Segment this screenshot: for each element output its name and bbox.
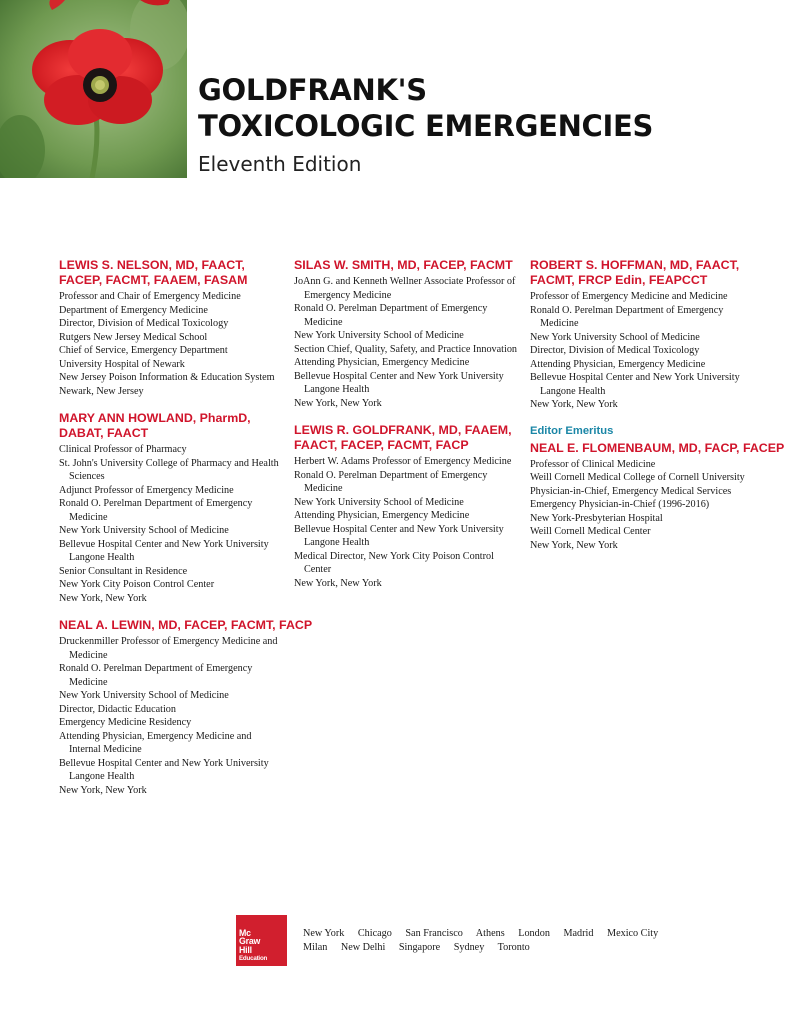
editor-role: Ronald O. Perelman Department of Emergency Medicine (59, 663, 253, 688)
editor-role: New York University School of Medicine (59, 690, 229, 701)
book-title-line-2: TOXICOLOGIC EMERGENCIES (198, 109, 654, 143)
editor-role: Herbert W. Adams Professor of Emergency Medicine (294, 456, 512, 467)
editor-hoffman (530, 258, 755, 412)
editor-name-line: NEAL E. FLOMENBAUM, MD, FACP, FACEP (530, 440, 785, 455)
editor-role: Senior Consultant in Residence (59, 565, 188, 577)
editor-role: New York-Presbyterian Hospital (530, 512, 663, 524)
editor-role: Bellevue Hospital Center and New York University Langone Health (294, 523, 504, 548)
editor-role: Ronald O. Perelman Department of Emergency Medicine (530, 304, 724, 329)
editor-role: Ronald O. Perelman Department of Emergency Medicine (294, 469, 488, 494)
editor-role: Professor and Chair of Emergency Medicine (59, 291, 241, 302)
city: Sydney (453, 942, 485, 953)
city: London (518, 928, 550, 939)
mcgraw-hill-logo (236, 915, 287, 966)
editor-role: Attending Physician, Emergency Medicine (294, 357, 470, 368)
city: Madrid (563, 928, 594, 939)
editor-role: Attending Physician, Emergency Medicine and Internal Medicine (59, 730, 252, 755)
city: San Francisco (405, 928, 463, 939)
editor-role: Physician-in-Chief, Emergency Medical Services (530, 485, 732, 497)
city: Milan (303, 942, 328, 953)
editor-name (294, 258, 519, 273)
editor-role: Bellevue Hospital Center and New York University Langone Health (530, 372, 740, 397)
editor-role: Chief of Service, Emergency Department (59, 345, 228, 356)
editor-name-line: MARY ANN HOWLAND, PharmD, (59, 411, 251, 425)
editor-role: Weill Cornell Medical College of Cornell University (530, 472, 745, 483)
city: New Delhi (340, 942, 386, 953)
book-title-block (198, 72, 653, 176)
editor-role: Newark, New Jersey (59, 385, 144, 397)
editor-lewin (59, 618, 313, 797)
editor-name-line: FACMT, FRCP Edin, FEAPCCT (530, 273, 708, 287)
editor-role: Director, Division of Medical Toxicology (59, 318, 229, 329)
editor-role: Rutgers New Jersey Medical School (59, 331, 208, 343)
editor-smith (294, 258, 519, 410)
editor-role: New York University School of Medicine (294, 330, 464, 341)
city: Athens (475, 928, 505, 939)
editor-role: New York University School of Medicine (59, 525, 229, 536)
editor-role: Attending Physician, Emergency Medicine (294, 510, 470, 521)
editor-name (530, 440, 785, 456)
editor-name-line: DABAT, FAACT (59, 426, 149, 440)
editor-name (59, 258, 284, 288)
logo-line: Hill (239, 945, 252, 956)
editor-name-line: NEAL A. LEWIN, MD, FACEP, FACMT, FACP (59, 618, 313, 632)
editor-nelson (59, 258, 284, 398)
editor-role: Bellevue Hospital Center and New York University Langone Health (59, 538, 269, 563)
editor-role: Emergency Physician-in-Chief (1996-2016) (530, 499, 710, 510)
city-row-1 (303, 927, 669, 941)
editor-column-3 (530, 258, 785, 565)
editor-role: Professor of Emergency Medicine and Medicine (530, 291, 728, 302)
city: Toronto (497, 942, 530, 953)
cover-photo-poppy (0, 0, 187, 178)
editor-role: New Jersey Poison Information & Education System (59, 372, 275, 383)
editor-flomenbaum (530, 440, 785, 553)
logo-line: Graw (239, 936, 261, 947)
editor-role: New York University School of Medicine (294, 496, 464, 508)
editor-role: Director, Didactic Education (59, 703, 176, 715)
editor-role: Druckenmiller Professor of Emergency Medicine and Medicine (59, 636, 278, 661)
logo-line: Mc (239, 927, 251, 938)
editor-name-line: SILAS W. SMITH, MD, FACEP, FACMT (294, 258, 513, 272)
editor-role: Weill Cornell Medical Center (530, 526, 651, 537)
editor-role: New York, New York (59, 784, 147, 796)
editor-role: Emergency Medicine Residency (59, 717, 192, 728)
editor-role: New York, New York (530, 399, 618, 410)
publisher-cities (303, 927, 669, 955)
city: Singapore (398, 942, 441, 953)
editor-name (59, 411, 284, 441)
editor-role: New York, New York (294, 397, 382, 409)
city: New York (303, 928, 345, 939)
city: Chicago (357, 928, 392, 939)
editor-goldfrank (294, 423, 519, 590)
logo-line: Education (239, 955, 268, 962)
editor-role: Professor of Clinical Medicine (530, 458, 656, 470)
editor-role: New York, New York (294, 577, 382, 589)
editor-role: Section Chief, Quality, Safety, and Practice Innovation (294, 343, 518, 355)
editor-role: Ronald O. Perelman Department of Emergency Medicine (59, 498, 253, 523)
editor-role: New York University School of Medicine (530, 331, 700, 343)
editor-role: Bellevue Hospital Center and New York University Langone Health (59, 757, 269, 782)
editor-name-line: ROBERT S. HOFFMAN, MD, FAACT, (530, 258, 740, 272)
editor-role: Medical Director, New York City Poison Control Center (294, 550, 494, 575)
editor-name (530, 258, 755, 288)
editor-role: New York, New York (59, 592, 147, 604)
editor-name-line: LEWIS S. NELSON, MD, FAACT, (59, 258, 245, 272)
editor-name (59, 618, 313, 633)
edition-label: Eleventh Edition (198, 152, 362, 176)
editor-role: Clinical Professor of Pharmacy (59, 444, 187, 455)
editor-role: Bellevue Hospital Center and New York University Langone Health (294, 370, 504, 395)
editor-role: Attending Physician, Emergency Medicine (530, 358, 706, 370)
editor-name-line: LEWIS R. GOLDFRANK, MD, FAAEM, (294, 423, 512, 437)
editor-name (294, 423, 519, 453)
editor-column-2 (294, 258, 519, 603)
editor-name-line: FACEP, FACMT, FAAEM, FASAM (59, 273, 248, 287)
editor-role: St. John's University College of Pharmacy and Health Sciences (59, 457, 279, 482)
city: Mexico City (607, 928, 659, 939)
editor-role: Director, Division of Medical Toxicology (530, 345, 700, 356)
book-title-line-1: GOLDFRANK'S (198, 73, 427, 107)
editor-role: University Hospital of Newark (59, 358, 185, 370)
editor-role: Department of Emergency Medicine (59, 304, 208, 316)
editor-column-1 (59, 258, 313, 810)
editor-role: New York City Poison Control Center (59, 579, 215, 590)
editor-role: JoAnn G. and Kenneth Wellner Associate Professor of Emergency Medicine (294, 276, 516, 301)
editor-emeritus-label: Editor Emeritus (530, 424, 614, 437)
editor-role: New York, New York (530, 539, 618, 551)
editor-role: Adjunct Professor of Emergency Medicine (59, 484, 234, 496)
city-row-2 (303, 941, 669, 955)
editor-role: Ronald O. Perelman Department of Emergency Medicine (294, 303, 488, 328)
editor-howland (59, 411, 284, 605)
editor-name-line: FAACT, FACEP, FACMT, FACP (294, 438, 469, 452)
